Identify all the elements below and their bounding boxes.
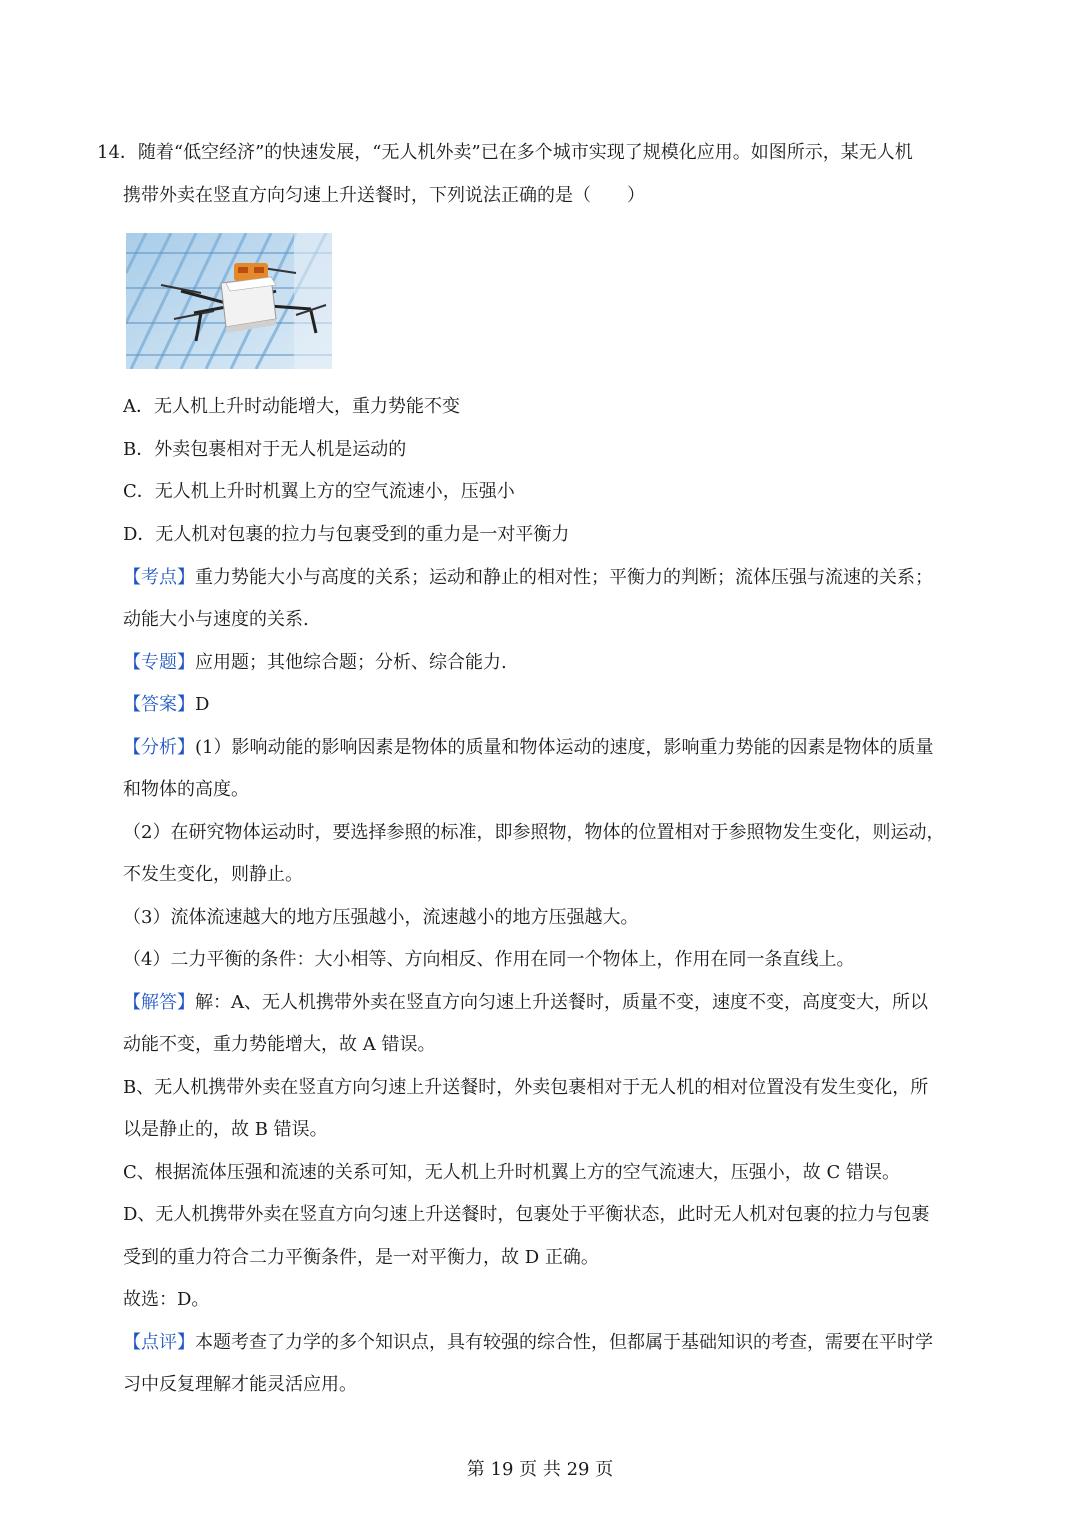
option-b: B．外卖包裹相对于无人机是运动的 xyxy=(123,439,407,460)
jieda-c-line-1: C、根据流体压强和流速的关系可知，无人机上升时机翼上方的空气流速大，压强小，故 C 错误。 xyxy=(123,1162,900,1183)
daan-tag: 【答案】 xyxy=(123,694,195,715)
fenxi-p3: （3）流体流速越大的地方压强越小，流速越小的地方压强越大。 xyxy=(123,907,639,928)
fenxi-p4: （4）二力平衡的条件：大小相等、方向相反、作用在同一个物体上，作用在同一条直线上。 xyxy=(123,949,855,970)
jieda-choice: 故选：D。 xyxy=(123,1289,210,1310)
kaodian-line-1 xyxy=(123,566,1003,590)
zhuanti-text: 应用题；其他综合题；分析、综合能力. xyxy=(195,652,507,673)
zhuanti-line xyxy=(123,651,1003,675)
fenxi-p2-line-1: （2）在研究物体运动时，要选择参照的标准，即参照物，物体的位置相对于参照物发生变化，则运动， xyxy=(123,822,945,843)
question-line-2: 携带外卖在竖直方向匀速上升送餐时，下列说法正确的是（ ） xyxy=(123,185,645,206)
page-number: 第 19 页 共 29 页 xyxy=(466,1459,614,1480)
fenxi-line-1 xyxy=(123,736,1003,760)
option-a: A．无人机上升时动能增大，重力势能不变 xyxy=(123,396,460,417)
option-d: D．无人机对包裹的拉力与包裹受到的重力是一对平衡力 xyxy=(123,524,570,545)
jieda-b-line-1: B、无人机携带外卖在竖直方向匀速上升送餐时，外卖包裹相对于无人机的相对位置没有发生变化，所 xyxy=(123,1077,929,1098)
fenxi-text-1: (1）影响动能的影响因素是物体的质量和物体运动的速度，影响重力势能的因素是物体的质量 xyxy=(195,737,934,758)
fenxi-p2-line-2: 不发生变化，则静止。 xyxy=(123,864,303,885)
fenxi-line-2: 和物体的高度。 xyxy=(123,779,249,800)
question-line-1: 14．随着“低空经济”的快速发展，“无人机外卖”已在多个城市实现了规模化应用。如图所示，某无人机 xyxy=(97,142,913,163)
jieda-b-line-2: 以是静止的，故 B 错误。 xyxy=(123,1119,328,1140)
jieda-a-line-2: 动能不变，重力势能增大，故 A 错误。 xyxy=(123,1034,436,1055)
option-c: C．无人机上升时机翼上方的空气流速小，压强小 xyxy=(123,481,515,502)
jieda-line-1 xyxy=(123,991,1003,1015)
dianping-line-1 xyxy=(123,1331,1003,1355)
kaodian-text-1: 重力势能大小与高度的关系；运动和静止的相对性；平衡力的判断；流体压强与流速的关系； xyxy=(195,567,933,588)
jieda-d-line-1: D、无人机携带外卖在竖直方向匀速上升送餐时，包裹处于平衡状态，此时无人机对包裹的拉力与包裹 xyxy=(123,1204,930,1225)
dianping-text-1: 本题考查了力学的多个知识点，具有较强的综合性，但都属于基础知识的考查，需要在平时学 xyxy=(195,1332,933,1353)
daan-text: D xyxy=(195,694,210,715)
kaodian-tag: 【考点】 xyxy=(123,567,195,588)
fenxi-tag: 【分析】 xyxy=(123,737,195,758)
daan-line xyxy=(123,693,1003,717)
jieda-tag: 【解答】 xyxy=(123,992,195,1013)
jieda-d-line-2: 受到的重力符合二力平衡条件，是一对平衡力，故 D 正确。 xyxy=(123,1247,599,1268)
drone-delivery-illustration-icon xyxy=(126,233,332,369)
kaodian-line-2: 动能大小与速度的关系. xyxy=(123,609,309,630)
jieda-text-1: 解：A、无人机携带外卖在竖直方向匀速上升送餐时，质量不变，速度不变，高度变大，所以 xyxy=(195,992,928,1013)
dianping-line-2: 习中反复理解才能灵活应用。 xyxy=(123,1374,357,1395)
zhuanti-tag: 【专题】 xyxy=(123,652,195,673)
dianping-tag: 【点评】 xyxy=(123,1332,195,1353)
